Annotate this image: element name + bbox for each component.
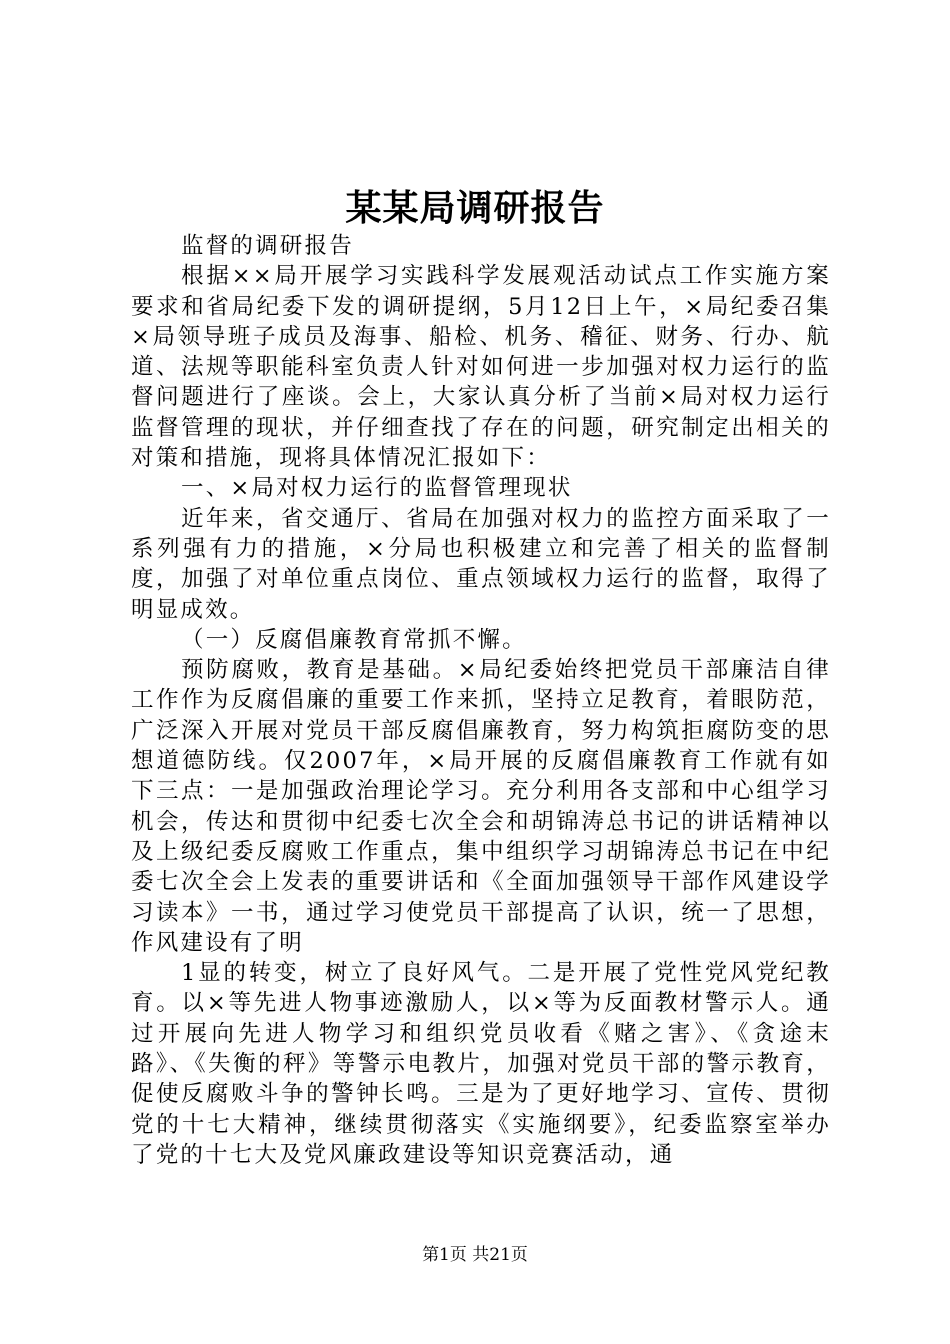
subsection-heading: （一）反腐倡廉教育常抓不懈。	[181, 626, 527, 653]
paragraph-education: 预防腐败，教育是基础。×局纪委始终把党员干部廉洁自律工作作为反腐倡廉的重要工作来抓，坚持立足教育，着眼防范，广泛深入开展对党员干部反腐倡廉教育，努力构筑拒腐防变的思想道德防线。仅2007年，×局开展的反腐倡廉教育工作就有如下三点：一是加强政治理论学习。充分利用各支部和中心组学习机会，传达和贯彻中纪委七次全会和胡锦涛总书记的讲话精神以及上级纪委反腐败工作重点，集中组织学习胡锦涛总书记在中纪委七次全会上发表的重要讲话和《全面加强领导干部作风建设学习读本》一书，通过学习使党员干部提高了认识，统一了思想，作风建设有了明	[131, 657, 831, 956]
paragraph-overview: 近年来，省交通厅、省局在加强对权力的监控方面采取了一系列强有力的措施，×分局也积极建立和完善了相关的监督制度，加强了对单位重点岗位、重点领域权力运行的监督，取得了明显成效。	[131, 505, 831, 623]
paragraph-subtitle: 监督的调研报告	[181, 233, 354, 259]
page-number: 第1页 共21页	[422, 1245, 528, 1265]
paragraph-intro: 根据××局开展学习实践科学发展观活动试点工作实施方案要求和省局纪委下发的调研提纲，5月12日上午，×局纪委召集×局领导班子成员及海事、船检、机务、稽征、财务、行办、航道、法规等职能科室负责人针对如何进一步加强对权力运行的监督问题进行了座谈。会上，大家认真分析了当前×局对权力运行监督管理的现状，并仔细查找了存在的问题，研究制定出相关的对策和措施，现将具体情况汇报如下：	[131, 263, 831, 472]
document-title: 某某局调研报告	[345, 187, 605, 229]
section-heading: 一、×局对权力运行的监督管理现状	[181, 475, 573, 502]
paragraph-continuation: 1显的转变，树立了良好风气。二是开展了党性党风党纪教育。以×等先进人物事迹激励人，以×等为反面教材警示人。通过开展向先进人物学习和组织党员收看《赌之害》、《贪途末路》、《失衡的秤》等警示电教片，加强对党员干部的警示教育，促使反腐败斗争的警钟长鸣。三是为了更好地学习、宣传、贯彻党的十七大精神，继续贯彻落实《实施纲要》，纪委监察室举办了党的十七大及党风廉政建设等知识竞赛活动，通	[131, 960, 831, 1168]
document-body	[131, 231, 831, 1170]
